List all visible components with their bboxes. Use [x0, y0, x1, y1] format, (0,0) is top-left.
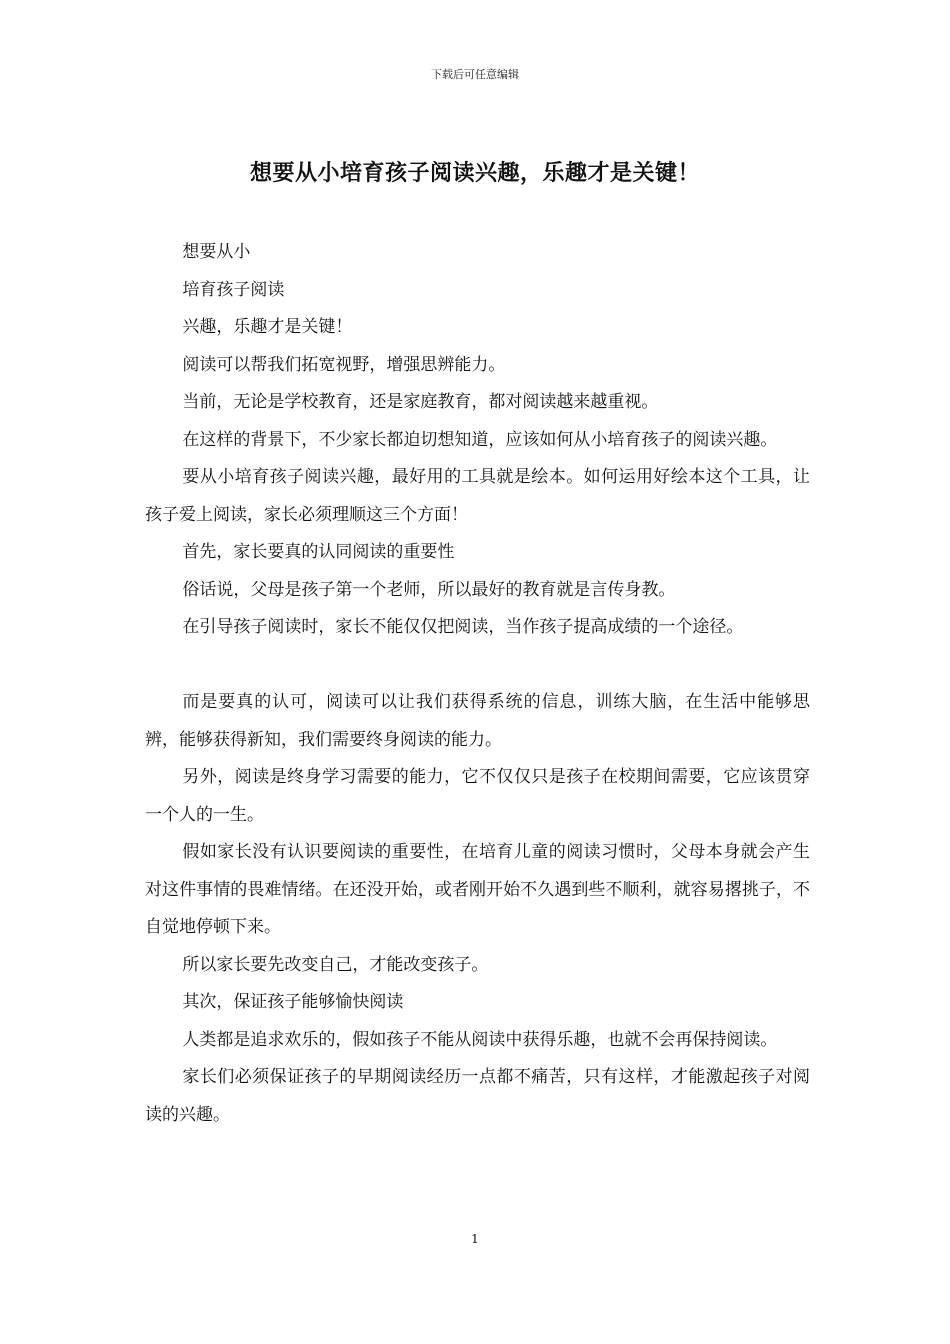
paragraph: 想要从小 [182, 242, 251, 262]
paragraph: 在这样的背景下，不少家长都迫切想知道，应该如何从小培育孩子的阅读兴趣。 [182, 429, 778, 450]
paragraph: 阅读可以帮我们拓宽视野，增强思辨能力。 [182, 354, 506, 375]
document-body [145, 234, 810, 1134]
paragraph: 家长们必须保证孩子的早期阅读经历一点都不痛苦，只有这样，才能激起孩子对阅读的兴趣。 [145, 1067, 810, 1125]
document-title: 想要从小培育孩子阅读兴趣，乐趣才是关键！ [249, 160, 700, 186]
paragraph: 所以家长要先改变自己，才能改变孩子。 [182, 954, 489, 975]
paragraph: 假如家长没有认识要阅读的重要性，在培育儿童的阅读习惯时，父母本身就会产生对这件事情的畏难情绪。在还没开始，或者刚开始不久遇到些不顺利，就容易撂挑子，不自觉地停顿下来。 [145, 842, 810, 937]
page-number: 1 [471, 1232, 479, 1246]
paragraph: 俗话说，父母是孩子第一个老师，所以最好的教育就是言传身教。 [182, 579, 676, 600]
paragraph: 另外，阅读是终身学习需要的能力，它不仅仅只是孩子在校期间需要，它应该贯穿一个人的一生。 [145, 767, 810, 825]
paragraph: 在引导孩子阅读时，家长不能仅仅把阅读，当作孩子提高成绩的一个途径。 [182, 617, 744, 637]
paragraph: 人类都是追求欢乐的，假如孩子不能从阅读中获得乐趣，也就不会再保持阅读。 [182, 1029, 778, 1050]
paragraph: 要从小培育孩子阅读兴趣，最好用的工具就是绘本。如何运用好绘本这个工具，让孩子爱上阅读，家长必须理顺这三个方面！ [145, 467, 810, 525]
section-heading: 首先，家长要真的认同阅读的重要性 [182, 542, 455, 562]
page-header-note: 下载后可任意编辑 [431, 68, 519, 81]
paragraph: 兴趣，乐趣才是关键！ [182, 317, 353, 337]
paragraph: 培育孩子阅读 [182, 279, 285, 300]
paragraph: 而是要真的认可，阅读可以让我们获得系统的信息，训练大脑，在生活中能够思辨，能够获得新知，我们需要终身阅读的能力。 [145, 692, 810, 750]
section-heading: 其次，保证孩子能够愉快阅读 [182, 992, 404, 1012]
blank-line [145, 647, 810, 685]
paragraph: 当前，无论是学校教育，还是家庭教育，都对阅读越来越重视。 [182, 392, 659, 412]
